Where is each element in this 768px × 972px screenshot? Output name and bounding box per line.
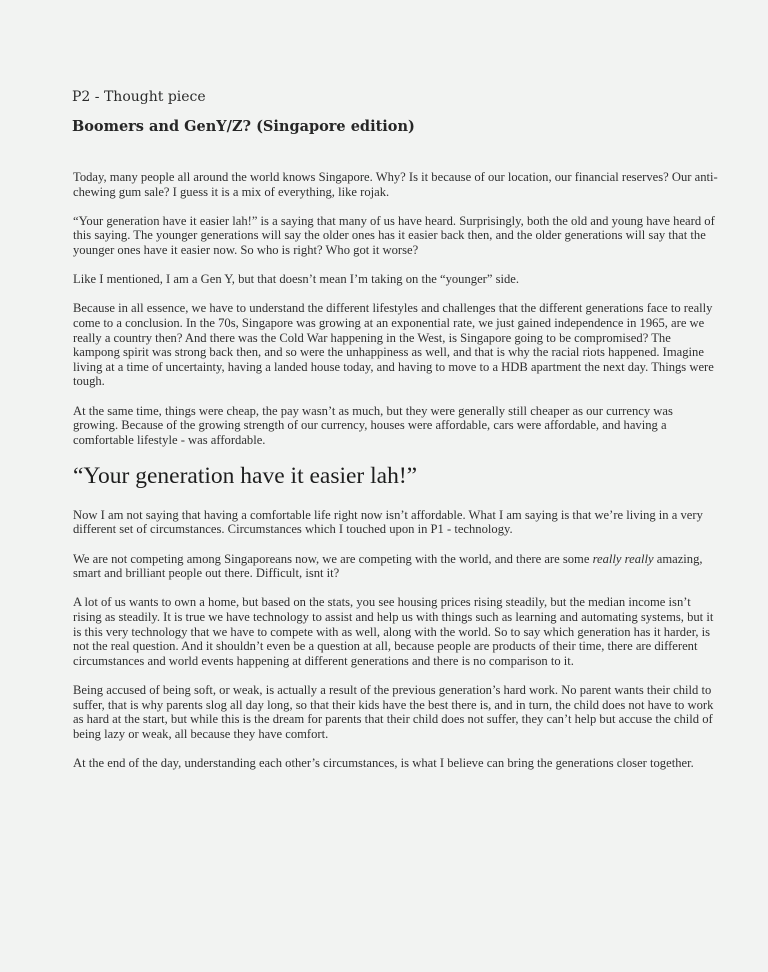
body-paragraph: Today, many people all around the world knows Singapore. Why? Is it because of our location, our financial reserves? Our anti-chewing gum sale? I guess it is a mix of everything, like rojak. [73,170,718,199]
body-paragraph: Like I mentioned, I am a Gen Y, but that doesn’t mean I’m taking on the “younger” side. [73,272,520,287]
body-paragraph: A lot of us wants to own a home, but based on the stats, you see housing prices rising steadily, but the median income isn’t rising as steadily. It is true we have technology to assist and help us with things such as learning and automating systems, but it is this very technology that we have to compete with as well, along with the world. So to say which generation has it harder, is not the real question. And it shouldn’t even be a question at all, because people are products of their time, there are different circumstances and world events happening at different generations and there is no comparison to it. [73,595,714,668]
article-title: Boomers and GenY/Z? (Singapore edition) [72,118,415,135]
emphasis-text: really really [592,551,654,566]
article-body [73,170,719,785]
section-label: P2 - Thought piece [72,89,206,105]
body-paragraph: Now I am not saying that having a comfortable life right now isn’t affordable. What I am saying is that we’re living in a very different set of circumstances. Circumstances which I touched upon in P1 - technology. [73,507,703,537]
body-paragraph: “Your generation have it easier lah!” is a saying that many of us have heard. Surprisingly, both the old and young have heard of this saying. The younger generations will say the older ones has it easier back then, and the older generations will say that the younger ones have it easier now. So who is right? Who got it worse? [73,213,715,257]
body-paragraph [73,552,719,581]
body-paragraph: Because in all essence, we have to understand the different lifestyles and challenges that the different generations face to really come to a conclusion. In the 70s, Singapore was growing at an exponential rate, we just gained independence in 1965, are we really a country then? And there was the Cold War happening in the West, is Singapore going to be compromised? The kampong spirit was strong back then, and so were the unhappiness as well, and that is why the racial riots happened. Imagine living at a time of uncertainty, having a landed house today, and having to move to a HDB apartment the next day. Things were tough. [73,301,714,389]
paragraph-text: We are not competing among Singaporeans now, we are competing with the world, and there are some [73,551,593,566]
body-paragraph: Being accused of being soft, or weak, is actually a result of the previous generation’s hard work. No parent wants their child to suffer, that is why parents slog all day long, so that their kids have the best there is, and in turn, the child does not have to work as hard at the start, but while this is the dream for parents that their child does not suffer, they can’t help but accuse the child of being lazy or weak, all because they have comfort. [73,683,714,741]
section-heading: “Your generation have it easier lah!” [73,462,418,489]
paragraph-text: amazing, smart and brilliant people out there. Difficult, isnt it? [73,551,703,581]
body-paragraph: At the end of the day, understanding each other’s circumstances, is what I believe can bring the generations closer together. [73,755,694,770]
body-paragraph: At the same time, things were cheap, the pay wasn’t as much, but they were generally still cheaper as our currency was growing. Because of the growing strength of our currency, houses were affordable, cars were affordable, and having a comfortable lifestyle - was affordable. [73,403,673,447]
